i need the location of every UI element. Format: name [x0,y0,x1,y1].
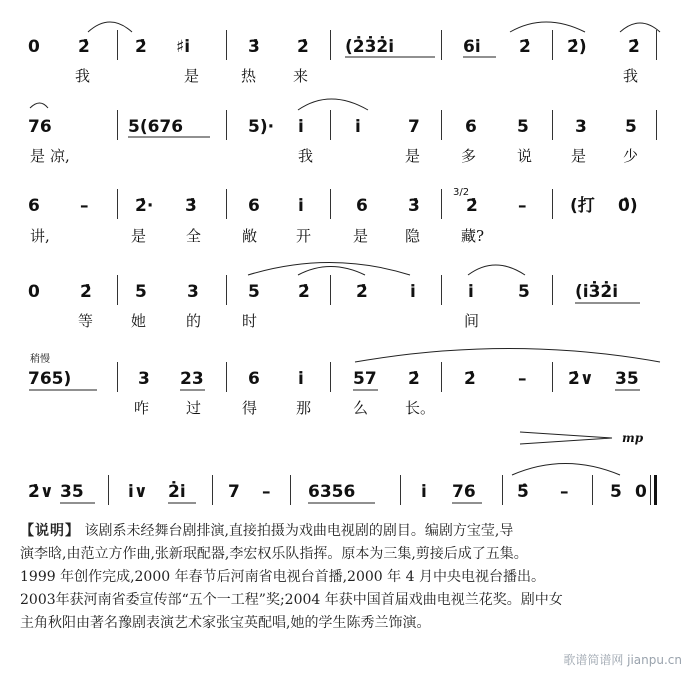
note: 35 [615,369,639,389]
note: i̇ [298,196,304,216]
note: 6 [248,196,260,216]
note: 5 [518,282,530,302]
note: 2̇ [519,37,531,57]
slur [248,263,410,276]
note: 2̇ [356,282,368,302]
lyric: 多 [461,147,477,165]
lyric: 间 [464,312,480,330]
note: 6 [248,369,260,389]
note: 3 [187,282,199,302]
slur [355,349,660,363]
note: 6356 [308,482,356,502]
note: 6 [465,117,477,137]
note: 7 [408,117,420,137]
note: 2̇ [135,37,147,57]
lyric: 讲, [30,227,50,245]
note: 3 [138,369,150,389]
note: 2̇ [298,282,310,302]
notes-line [20,520,670,543]
lyric: 开 [296,227,312,245]
lyric: 是 [184,67,200,85]
slur [88,22,132,32]
note: 7 [228,482,240,502]
note: (2̇3̇2̇i̇ [345,37,395,57]
note: 0 [635,482,647,502]
note: 5 [517,117,529,137]
lyric: 热 [241,67,257,85]
note: 0 [28,37,40,57]
lyric: 我 [298,147,314,165]
slur [298,99,368,110]
note: 6 [28,196,40,216]
note: – [560,482,569,502]
watermark: 歌谱简谱网 jianpu.cn [563,653,682,667]
lyric: 我 [623,67,639,85]
tempo-mark: 稍慢 [30,354,50,365]
lyric: 是 [571,147,587,165]
dynamic-mark: mp [622,431,644,445]
note: 57 [353,369,377,389]
lyric: 是 [131,227,147,245]
lyric: 来 [293,67,309,85]
lyric: 那 [296,399,312,417]
note: 2̇ [297,37,309,57]
note: 2̇) [567,37,587,57]
note: 2̇ [464,369,476,389]
note: 2̇ [628,37,640,57]
note: 76 [28,117,52,137]
slur [298,267,365,276]
slur [510,22,585,32]
note: 2̇ [408,369,420,389]
note: 5̂ [517,482,529,502]
notes-tag: 【说明】 [20,523,80,539]
note: – [518,369,527,389]
note: i̇ [410,282,416,302]
lyric: 么 [353,399,369,417]
note: 765) [28,369,72,389]
note: (打 [570,196,595,216]
note: ♯i̇ [176,37,191,57]
note: 5)· [248,117,275,137]
note: 5 [248,282,260,302]
note: – [518,196,527,216]
notes-paragraph [20,520,670,635]
decrescendo-hairpin [520,432,612,444]
note: – [80,196,89,216]
notes-line: 1999 年创作完成,2000 年春节后河南省电视台首播,2000 年 4 月中央电视台播出。 [20,569,545,585]
note: 2̇ [78,37,90,57]
lyric: 隐 [405,227,421,245]
lyric: 敞 [242,227,258,245]
grace-note: 3/2 [453,187,470,198]
note: 23 [180,369,204,389]
note: 0̂) [618,196,638,216]
note: 3̇ [408,196,420,216]
note: 3 [575,117,587,137]
note: i̇ [298,117,304,137]
note: 0 [28,282,40,302]
lyric: 得 [242,399,258,417]
lyric: 过 [186,399,202,417]
note: 2̇ [80,282,92,302]
lyric: 少 [623,147,639,165]
note: 2̇∨ [568,369,594,389]
note: 5(676 [128,117,184,137]
lyric: 咋 [134,399,150,417]
lyric: 是 [30,147,46,165]
lyric: 的 [186,312,202,330]
lyric: 时 [242,312,258,330]
note: i̇ [298,369,304,389]
note: 5 [135,282,147,302]
note: 35 [60,482,84,502]
note: 5 [625,117,637,137]
lyric: 是 [353,227,369,245]
note: 6i̇ [463,37,481,57]
slur [468,265,525,275]
note: i̇∨ [128,482,148,502]
note: 76 [452,482,476,502]
lyric: 说 [517,147,533,165]
notes-line: 演李晗,由范立方作曲,张新珉配器,李宏权乐队指挥。原本为三集,剪接后成了五集。 [20,546,528,562]
lyric: 我 [75,67,91,85]
lyric: 全 [186,227,202,245]
lyric: 是 [405,147,421,165]
notes-line: 2003年获河南省委宣传部“五个一工程”奖;2004 年获中国首届戏曲电视兰花奖。剧中女 [20,592,563,608]
note: 5 [610,482,622,502]
notes-text: 该剧系未经舞台剧排演,直接拍摄为戏曲电视剧的剧目。编剧方宝莹,导 [84,523,514,539]
note: 2̇i̇ [168,482,186,502]
note: 2̇ [466,196,478,216]
note: 2̇· [135,196,154,216]
note: 3̇ [248,37,260,57]
note: i̇ [355,117,361,137]
slur [512,464,620,476]
note: – [262,482,271,502]
lyric: 等 [78,312,94,330]
slur [30,103,48,108]
note: 3̇ [185,196,197,216]
note: i̇ [421,482,427,502]
note: (i̇3̇2̇i̇ [575,282,619,302]
lyric: 藏? [461,227,485,245]
note: 6 [356,196,368,216]
lyric: 凉, [50,147,70,165]
lyric: 她 [131,312,147,330]
note: 2̇∨ [28,482,54,502]
notes-line: 主角秋阳由著名豫剧表演艺术家张宝英配唱,她的学生陈秀兰饰演。 [20,615,431,631]
lyric: 长。 [405,399,436,417]
note: i̇ [468,282,474,302]
slur [620,23,660,32]
